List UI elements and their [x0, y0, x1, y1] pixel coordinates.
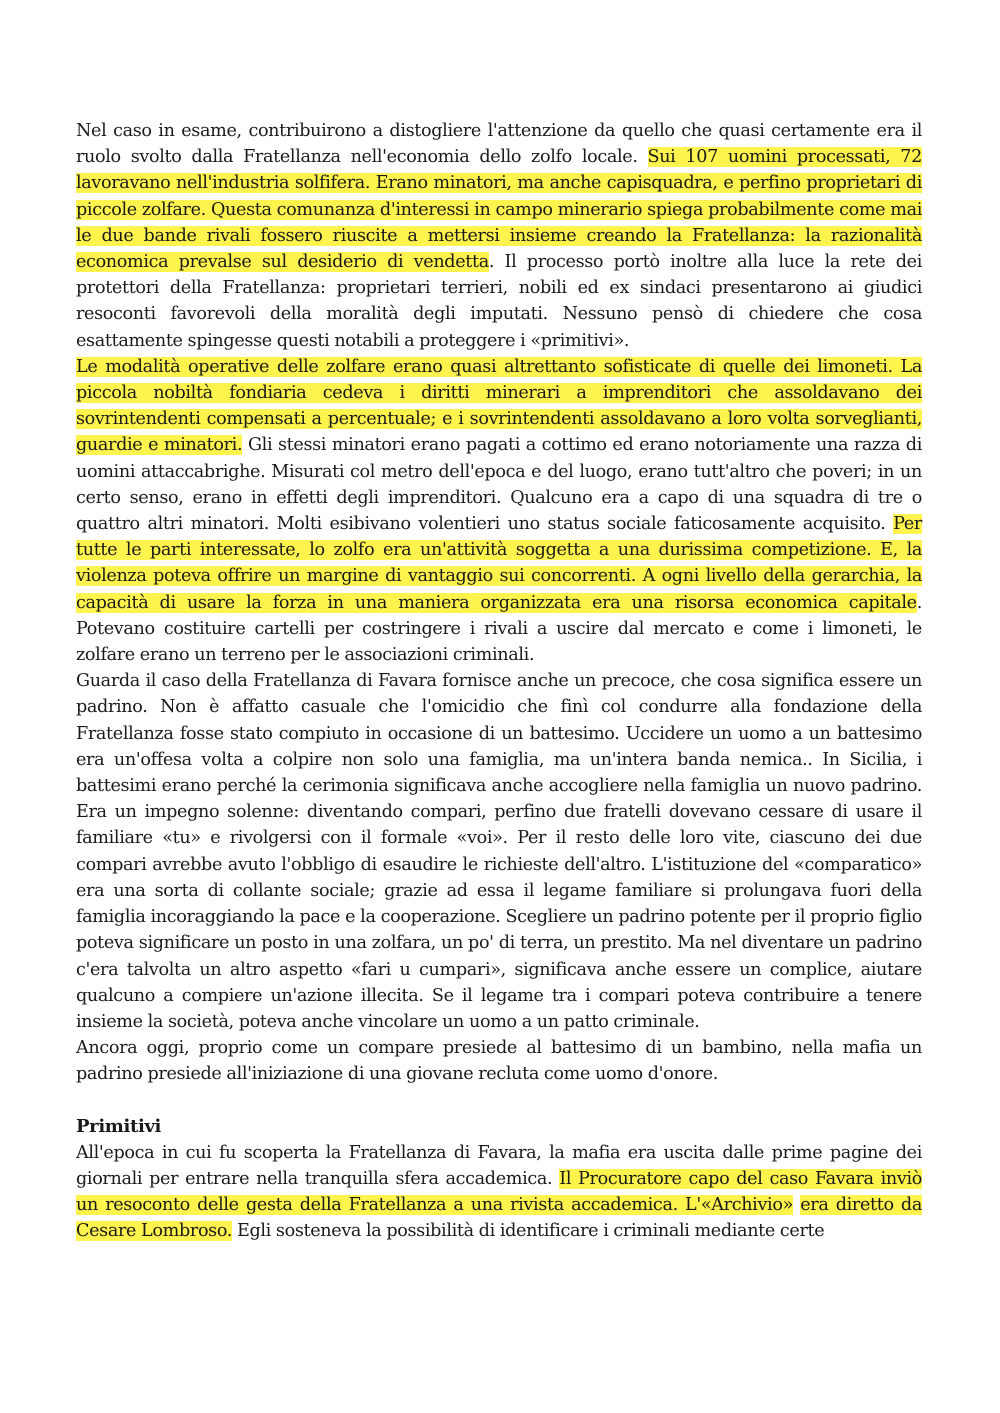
paragraph-gap [76, 1088, 922, 1114]
highlighted-text: Le modalità operative delle zolfare erano quasi altrettanto sofisticate di quelle dei limoneti. La piccola nobiltà fondiaria cedeva i diritti minerari a imprenditori che assoldavano dei sovrintendenti compensati a percentuale; e i sovrintendenti assoldavano a loro volta sorveglianti, guardie e minatori. [76, 356, 922, 456]
section-paragraph [76, 1140, 922, 1245]
text-segment: Guarda il caso della Fratellanza di Favara fornisce anche un precoce, che cosa significa essere un padrino. Non è affatto casuale che l'omicidio che finì col condurre alla fondazione della Fratellanza fosse stato compiuto in occasione di un battesimo. Uccidere un uomo a un battesimo era un'offesa volta a colpire non solo una famiglia, ma un'intera banda nemica.. In Sicilia, i battesimi erano perché la cerimonia significava anche accogliere nella famiglia un nuovo padrino. Era un impegno solenne: diventando compari, perfino due fratelli dovevano cessare di usare il familiare «tu» e rivolgersi con il formale «voi». Per il resto delle loro vite, ciascuno dei due compari avrebbe avuto l'obbligo di esaudire le richieste dell'altro. L'istituzione del «comparatico» era una sorta di collante sociale; grazie ad essa il legame familiare si prolungava fuori della famiglia incoraggiando la pace e la cooperazione. Scegliere un padrino potente per il proprio figlio poteva significare un posto in una zolfara, un po' di terra, un prestito. Ma nel diventare un padrino c'era talvolta un altro aspetto «fari u cumpari», significava anche essere un complice, aiutare qualcuno a compiere un'azione illecita. Se il legame tra i compari poteva contribuire a tenere insieme la società, poteva anche vincolare un uomo a un patto criminale. [76, 671, 922, 1032]
text-segment: . Potevano costituire cartelli per costringere i rivali a uscire dal mercato e come i limoneti, le zolfare erano un terreno per le associazioni criminali. [76, 592, 922, 666]
text-segment: Nel caso in esame, contribuirono a distogliere l'attenzione da quello che quasi certamente era il ruolo svolto dalla Fratellanza nell'economia dello zolfo locale. [76, 121, 922, 168]
text-segment: Egli sosteneva la possibilità di identificare i criminali mediante certe [232, 1221, 825, 1242]
section-heading: Primitivi [76, 1115, 162, 1137]
highlighted-text: Per tutte le parti interessate, lo zolfo era un'attività soggetta a una durissima competizione. E, la violenza poteva offrire un margine di vantaggio sui concorrenti. A ogni livello della gerarchia, la capacità di usare la forza in una maniera organizzata era una risorsa economica capitale [76, 514, 922, 613]
document-page [76, 118, 922, 1245]
paragraph-3 [76, 668, 922, 1035]
paragraph-4 [76, 1035, 922, 1087]
paragraph-1 [76, 118, 922, 354]
highlighted-text: Il Procuratore capo del caso Favara inviò un resoconto delle gesta della Fratellanza a una rivista accademica. L'«Archivio» [76, 1168, 922, 1216]
highlighted-text: Sui 107 uomini processati, 72 lavoravano nell'industria solfifera. Erano minatori, ma anche capisquadra, e perfino proprietari di piccole zolfare. Questa comunanza d'interessi in campo minerario spiega probabilmente come mai le due bande rivali fossero riuscite a mettersi insieme creando la Fratellanza: la razionalità economica prevalse sul desiderio di vendetta [76, 147, 922, 273]
paragraph-2 [76, 354, 922, 668]
text-segment: All'epoca in cui fu scoperta la Fratellanza di Favara, la mafia era uscita dalle prime pagine dei giornali per entrare nella tranquilla sfera accademica. [76, 1142, 922, 1189]
text-segment: Gli stessi minatori erano pagati a cottimo ed erano notoriamente una razza di uomini attaccabrighe. Misurati col metro dell'epoca e del luogo, erano tutt'altro che poveri; in un certo senso, erano in effetti degli imprenditori. Qualcuno era a capo di una squadra di tre o quattro altri minatori. Molti esibivano volentieri uno status sociale faticosamente acquisito. [76, 435, 922, 535]
text-segment: . Il processo portò inoltre alla luce la rete dei protettori della Fratellanza: proprietari terrieri, nobili ed ex sindaci presentarono ai giudici resoconti favorevoli della moralità degli imputati. Nessuno pensò di chiedere che cosa esattamente spingesse questi notabili a proteggere i «primitivi». [76, 252, 923, 351]
highlighted-text: era diretto da Cesare Lombroso. [76, 1195, 922, 1242]
text-segment: Ancora oggi, proprio come un compare presiede al battesimo di un bambino, nella mafia un padrino presiede all'iniziazione di una giovane recluta come uomo d'onore. [76, 1038, 922, 1085]
